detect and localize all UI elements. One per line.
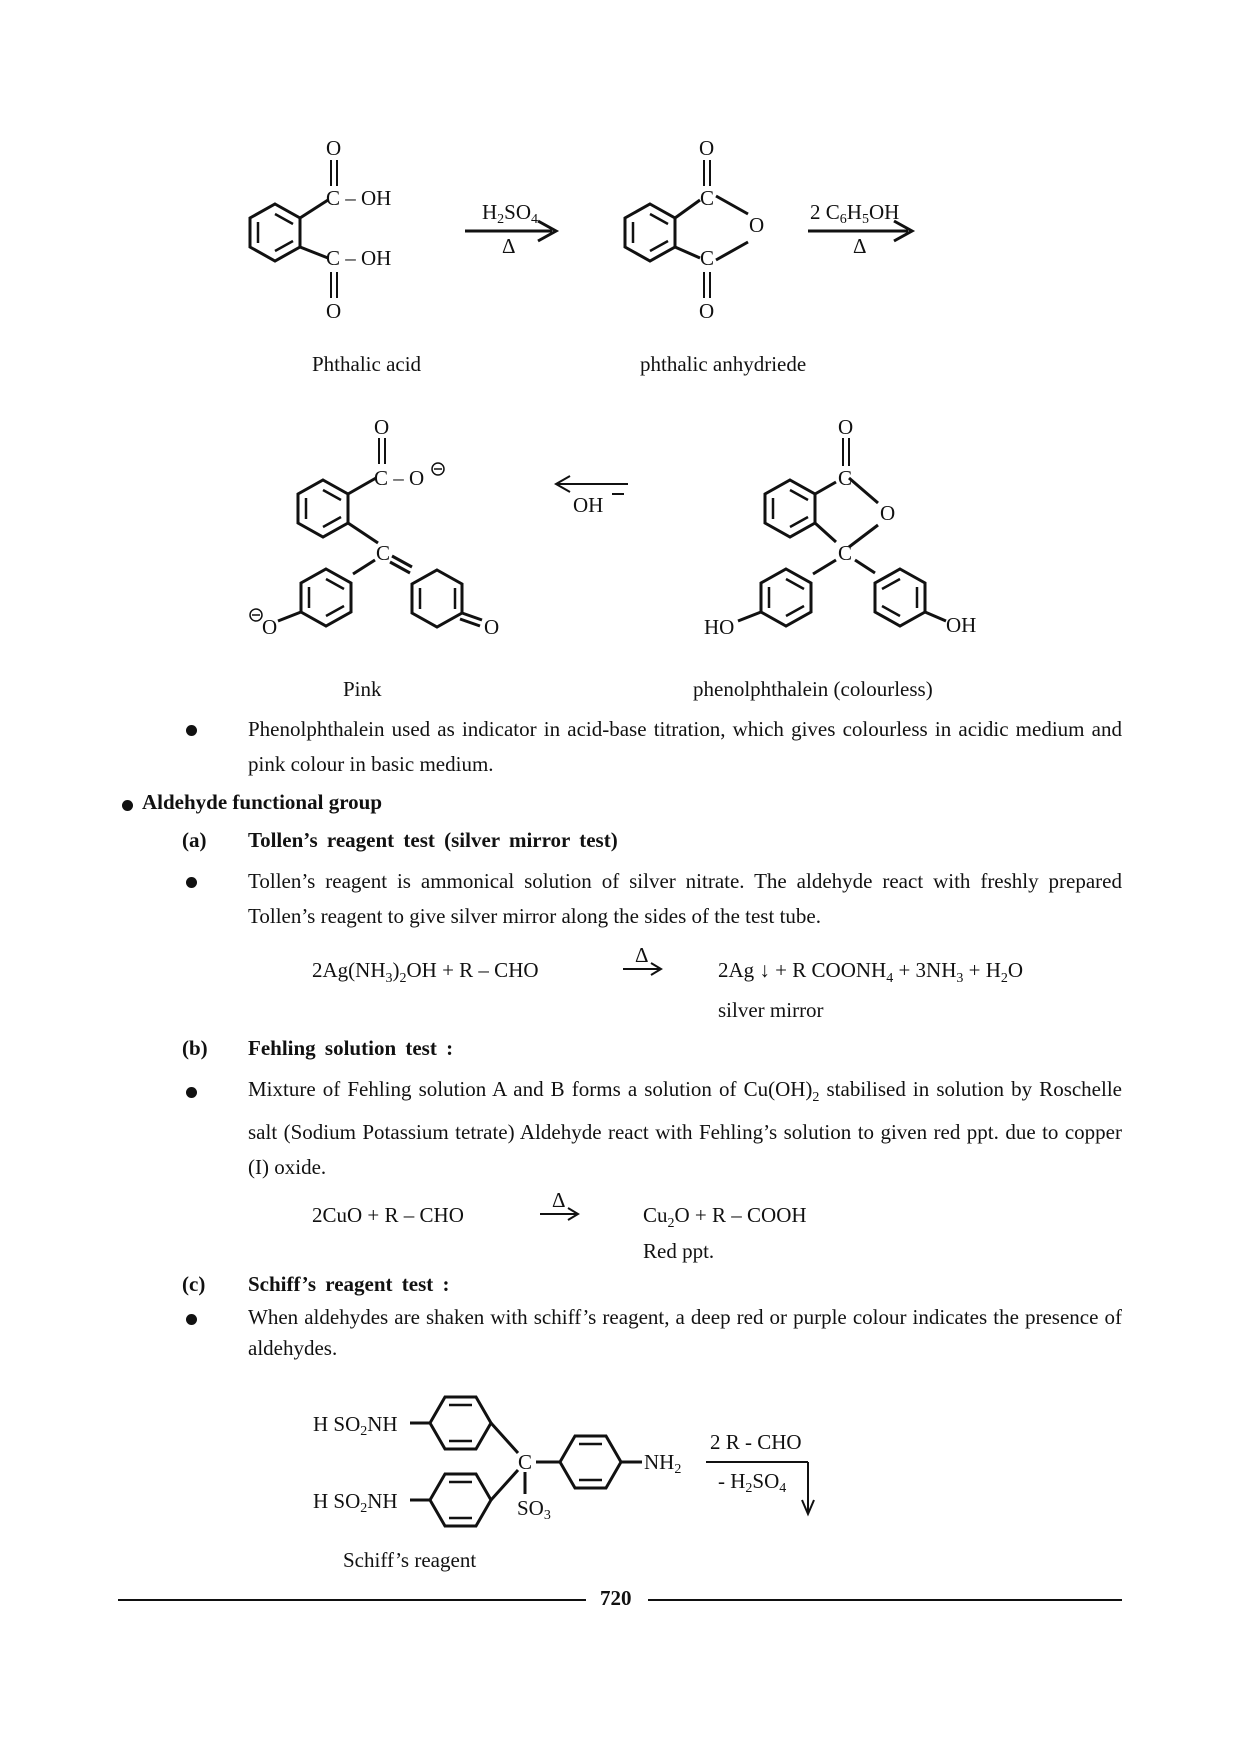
pink-form-label: Pink — [343, 677, 382, 701]
svg-text:OH: OH — [573, 493, 604, 517]
tollens-reactants: $2Ag(NH_3)_2OH + R$ – CHO — [312, 958, 539, 987]
heat-symbol: Δ — [552, 1188, 566, 1212]
svg-text:O: O — [699, 299, 715, 323]
phthalic-anhydride-label: phthalic anhydriede — [640, 352, 807, 376]
svg-text:C: C — [700, 186, 715, 210]
svg-text:C: C — [518, 1450, 533, 1474]
tollens-marker: (a) — [182, 828, 207, 852]
schiff-title: Schiff’s reagent test : — [248, 1272, 450, 1296]
svg-text:NH2: NH2 — [644, 1450, 682, 1477]
bullet-icon — [186, 1087, 197, 1098]
bullet-icon — [122, 800, 133, 811]
footer-rule-left — [118, 1599, 586, 1601]
tollens-products: 2Ag ↓ + R $COONH_4 + 3NH_3 + H_2O$ — [718, 958, 1024, 987]
svg-text:O: O — [749, 213, 765, 237]
phenolphthalein-reaction-scheme — [0, 410, 1240, 670]
svg-text:HO: HO — [704, 615, 735, 639]
svg-text:H SO2NH: H SO2NH — [313, 1412, 398, 1439]
phthalic-acid-label: Phthalic acid — [312, 352, 422, 376]
svg-text:H2SO4: H2SO4 — [482, 200, 539, 227]
arrow-left-icon — [556, 476, 628, 492]
svg-text:O: O — [699, 136, 715, 160]
svg-text:C – OH: C – OH — [326, 186, 392, 210]
svg-text:H SO2NH: H SO2NH — [313, 1489, 398, 1516]
heat-symbol: Δ — [635, 943, 649, 967]
bullet-icon — [186, 1314, 197, 1325]
svg-text:O: O — [838, 415, 854, 439]
svg-text:C: C — [376, 541, 391, 565]
fehling-marker: (b) — [182, 1036, 208, 1060]
heat-symbol: Δ — [502, 234, 516, 258]
svg-text:C: C — [838, 466, 853, 490]
fehling-reactants: 2CuO + R – CHO — [312, 1203, 464, 1227]
arrow-right-icon — [623, 959, 663, 979]
svg-text:C – O: C – O — [374, 466, 425, 490]
colourless-form-label: phenolphthalein (colourless) — [693, 677, 933, 701]
svg-text:OH: OH — [946, 613, 977, 637]
silver-mirror-note: silver mirror — [718, 998, 824, 1022]
svg-text:O: O — [484, 615, 500, 639]
svg-text:O: O — [326, 136, 342, 160]
svg-text:O: O — [880, 501, 896, 525]
tollens-text: Tollen’s reagent is ammonical solution of silver nitrate. The aldehyde react with freshly prepared Tollen’s reagent to give silver mirror along the sides of the test tube. — [248, 869, 1122, 928]
bullet-icon — [186, 725, 197, 736]
page-number: 720 — [600, 1586, 632, 1610]
svg-text:O: O — [326, 299, 342, 323]
svg-text:Δ: Δ — [853, 234, 867, 258]
schiff-reagent-top: 2 R - CHO — [710, 1430, 802, 1454]
svg-text:O: O — [374, 415, 390, 439]
fehling-title: Fehling solution test : — [248, 1036, 454, 1060]
svg-text:C: C — [700, 246, 715, 270]
svg-text:C: C — [838, 541, 853, 565]
svg-text:- H2SO4: - H2SO4 — [718, 1469, 787, 1496]
fehling-text: Mixture of Fehling solution A and B forms a solution of $Cu(OH)_2$ stabilised in solution by Roschelle salt (Sodium Potassium tetrate) Aldehyde react with Fehling’s solution to given red ppt. due to copper (I) oxide. — [248, 1077, 1122, 1180]
phthalic-reaction-scheme — [0, 120, 1240, 380]
red-ppt-note: Red ppt. — [643, 1239, 715, 1263]
fehling-products: $Cu_2O + R$ – COOH — [643, 1203, 807, 1232]
schiff-reagent-structure — [0, 1380, 1240, 1550]
schiff-text: When aldehydes are shaken with schiff’s reagent, a deep red or purple colour indicates the presence of aldehydes. — [248, 1305, 1122, 1360]
bullet-icon — [186, 877, 197, 888]
svg-text:2 C6H5OH: 2 C6H5OH — [810, 200, 900, 227]
footer-rule-right — [648, 1599, 1122, 1601]
svg-text:C – OH: C – OH — [326, 246, 392, 270]
phthalic-acid-structure — [250, 160, 337, 298]
schiff-reagent-label: Schiff’s reagent — [343, 1548, 477, 1572]
tollens-title: Tollen’s reagent test (silver mirror test) — [248, 828, 618, 852]
schiff-marker: (c) — [182, 1272, 206, 1296]
svg-text:SO3: SO3 — [517, 1496, 551, 1523]
phenolphthalein-note: Phenolphthalein used as indicator in acid-base titration, which gives colourless in acidic medium and pink colour in basic medium. — [248, 717, 1122, 776]
section-title: Aldehyde functional group — [142, 790, 382, 814]
phthalic-anhydride-structure — [625, 160, 748, 298]
svg-text:O: O — [262, 615, 278, 639]
arrow-right-icon — [540, 1204, 580, 1224]
